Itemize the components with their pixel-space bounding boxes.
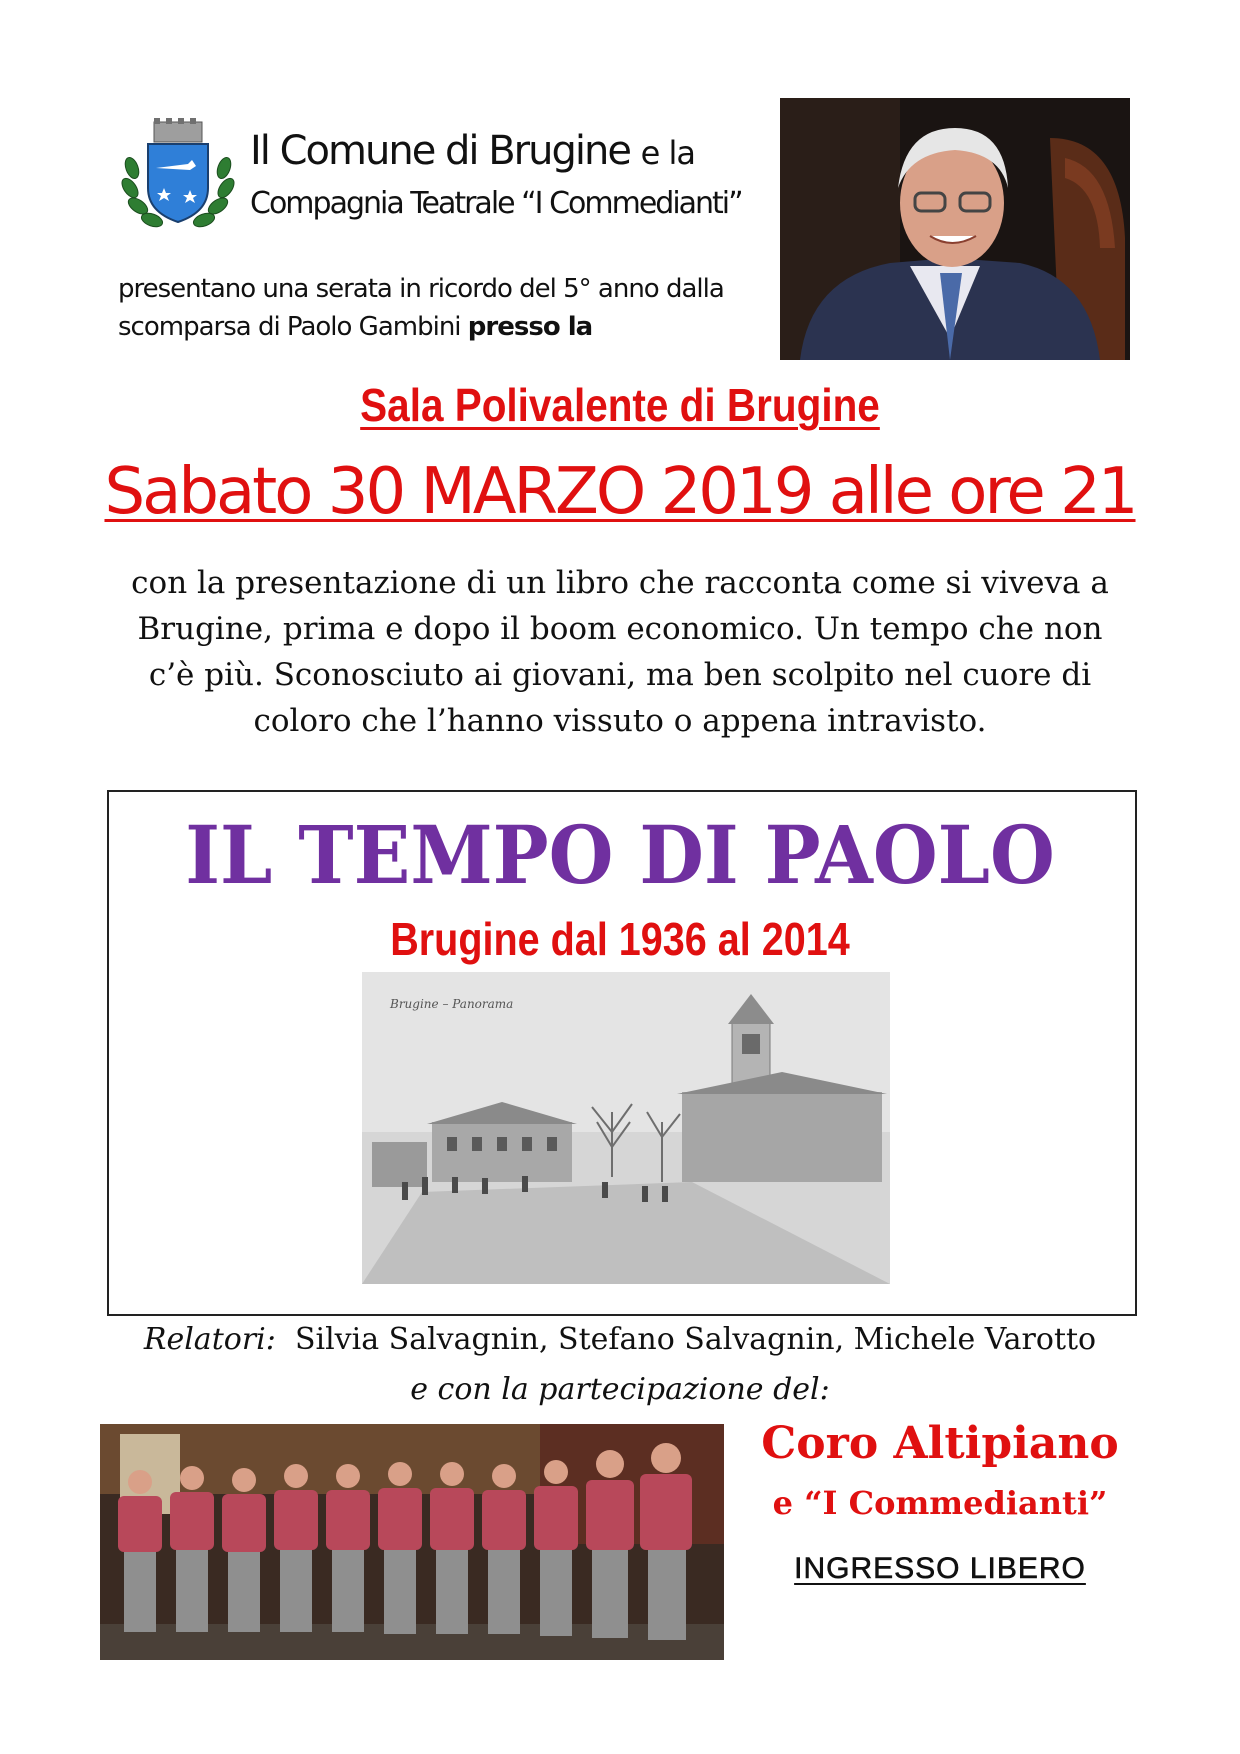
organizer-joiner: e la — [640, 134, 696, 172]
choir-photo — [100, 1424, 724, 1660]
event-date: Sabato 30 MARZO 2019 alle ore 21 — [104, 455, 1136, 529]
intro-text: presentano una serata in ricordo del 5° anno dalla scomparsa di Paolo Gambini — [118, 274, 724, 342]
organizer-name: Il Comune di Brugine — [250, 128, 630, 174]
participation-line: e con la partecipazione del: — [410, 1372, 830, 1407]
admission-note: INGRESSO LIBERO — [794, 1552, 1086, 1585]
speakers-label: Relatori: — [143, 1322, 276, 1357]
intro-text-block — [118, 270, 758, 346]
coat-of-arms-logo — [118, 118, 238, 236]
book-title: IL TEMPO DI PAOLO — [185, 808, 1055, 902]
speakers-line — [0, 1322, 1240, 1357]
organizer-line — [250, 128, 695, 174]
book-subtitle: Brugine dal 1936 al 2014 — [390, 913, 850, 965]
historic-postcard-photo — [362, 972, 890, 1284]
theatre-company-name: e “I Commedianti” — [772, 1484, 1108, 1522]
speakers-names: Silvia Salvagnin, Stefano Salvagnin, Michele Varotto — [294, 1322, 1097, 1357]
postcard-caption: Brugine – Panorama — [390, 997, 514, 1011]
portrait-photo — [780, 98, 1130, 360]
company-name: Compagnia Teatrale “I Commedianti” — [250, 186, 742, 221]
event-description: con la presentazione di un libro che racconta come si viveva a Brugine, prima e dopo il boom economico. Un tempo che non c’è più. Sconosciuto ai giovani, ma ben scolpito nel cuore di coloro che l’hanno vissuto o appena intravisto. — [131, 565, 1109, 739]
venue-heading: Sala Polivalente di Brugine — [360, 379, 880, 431]
intro-bold-text: presso la — [467, 312, 593, 342]
choir-name: Coro Altipiano — [761, 1418, 1119, 1469]
